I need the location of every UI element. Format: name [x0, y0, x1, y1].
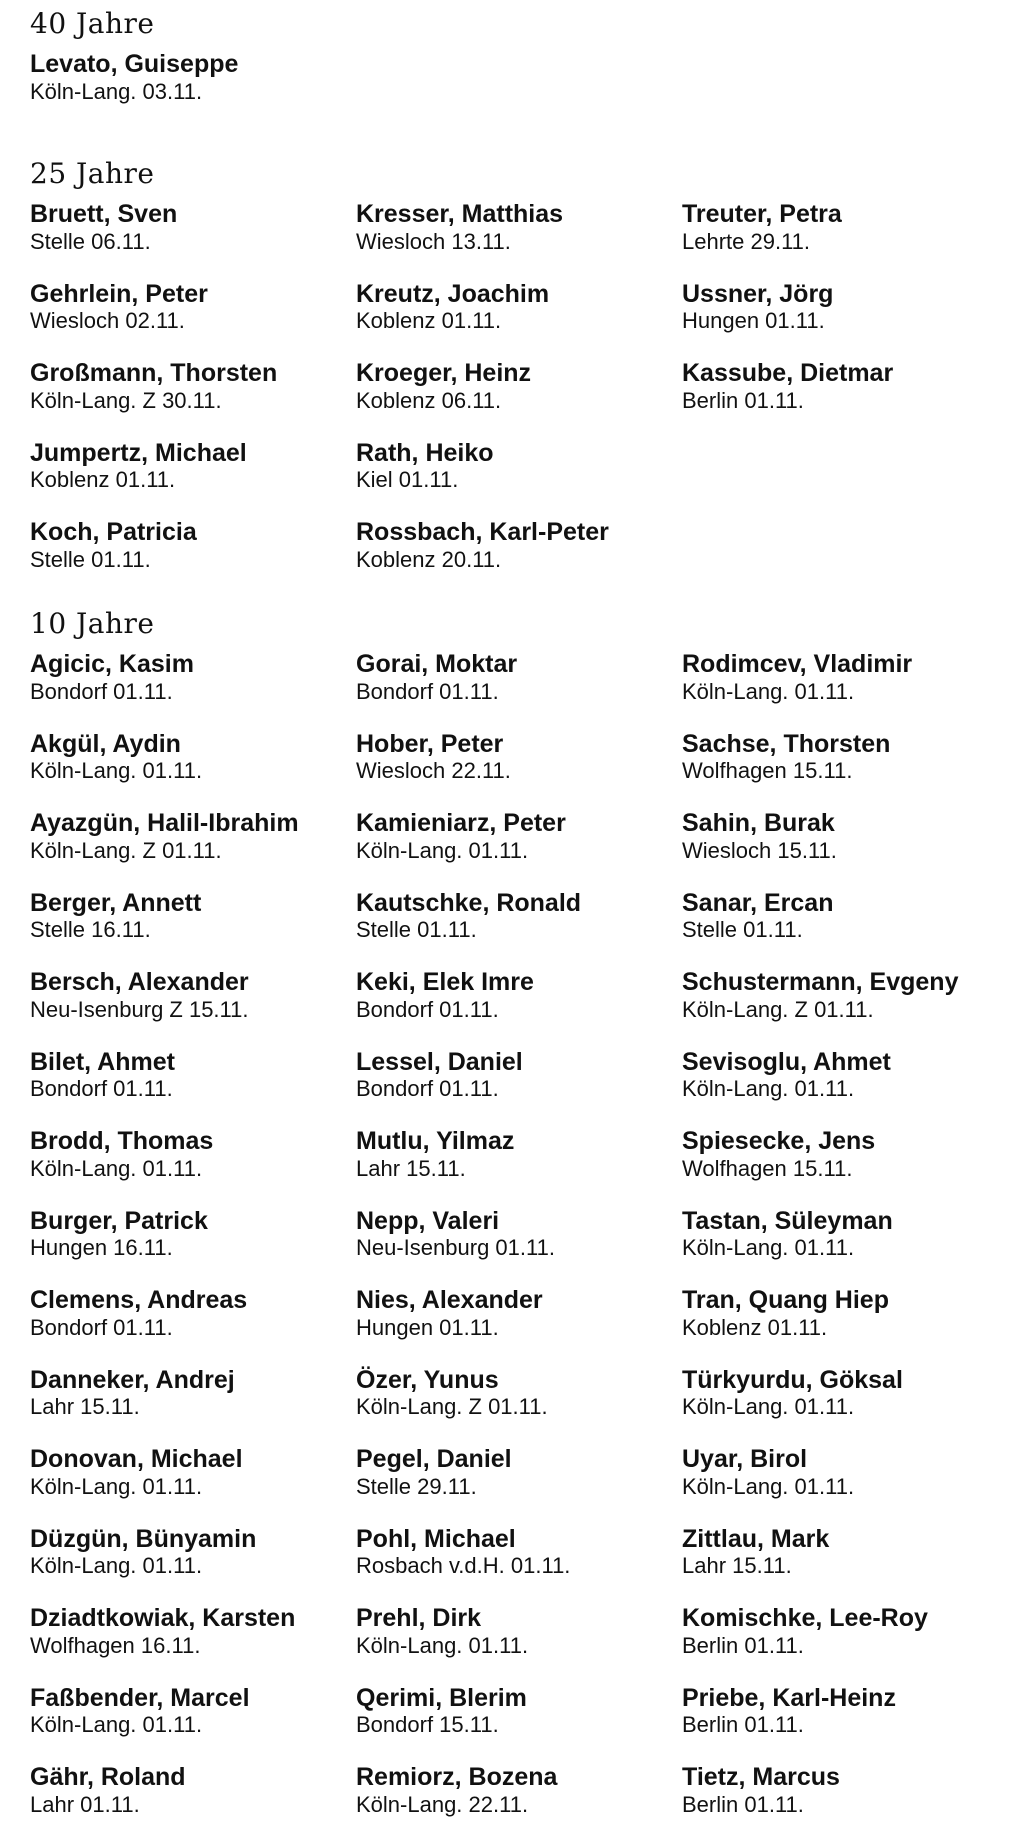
location-date: Lahr 15.11. [682, 1553, 792, 1579]
employee-name: Tran, Quang Hiep [682, 1286, 889, 1314]
jubilee-entry [356, 1286, 543, 1341]
location-date: Wiesloch 15.11. [682, 837, 837, 863]
jubilee-entry [356, 730, 511, 785]
location-date: Bondorf 01.11. [356, 1076, 499, 1102]
employee-name: Bruett, Sven [30, 200, 178, 228]
location-date: Stelle 29.11. [356, 1473, 477, 1499]
jubilee-entry [30, 280, 208, 335]
jubilee-entry [682, 1763, 840, 1818]
employee-name: Kamieniarz, Peter [356, 809, 566, 837]
jubilee-entry [682, 1366, 903, 1421]
jubilee-entry [30, 1763, 186, 1818]
jubilee-entry [356, 1604, 528, 1659]
location-date: Kiel 01.11. [356, 467, 459, 493]
employee-name: Priebe, Karl-Heinz [682, 1683, 896, 1712]
jubilee-entry [356, 280, 549, 335]
employee-name: Levato, Guiseppe [30, 50, 239, 78]
location-date: Neu-Isenburg Z 15.11. [30, 996, 249, 1022]
employee-name: Kroeger, Heinz [356, 359, 532, 387]
employee-name: Türkyurdu, Göksal [682, 1365, 903, 1394]
location-date: Wiesloch 13.11. [356, 228, 511, 254]
location-date: Koblenz 01.11. [356, 308, 502, 334]
jubilee-entry [682, 1525, 829, 1580]
employee-name: Hober, Peter [356, 729, 504, 758]
jubilee-entry [30, 730, 202, 785]
employee-name: Sanar, Ercan [682, 888, 834, 917]
location-date: Köln-Lang. Z 30.11. [30, 387, 222, 413]
location-date: Stelle 01.11. [682, 917, 803, 943]
employee-name: Komischke, Lee-Roy [682, 1604, 928, 1632]
jubilee-entry [682, 1048, 891, 1103]
location-date: Köln-Lang. 03.11. [30, 78, 203, 104]
location-date: Berlin 01.11. [682, 387, 804, 413]
employee-name: Prehl, Dirk [356, 1604, 482, 1632]
employee-name: Düzgün, Bünyamin [30, 1524, 257, 1553]
jubilee-entry [682, 1286, 889, 1341]
employee-name: Akgül, Aydin [30, 729, 181, 758]
employee-name: Bilet, Ahmet [30, 1047, 175, 1076]
jubilee-entry [30, 1366, 235, 1421]
location-date: Lahr 15.11. [356, 1155, 466, 1181]
employee-name: Danneker, Andrej [30, 1365, 235, 1394]
jubilee-entry [682, 730, 890, 785]
employee-name: Rath, Heiko [356, 438, 494, 467]
employee-name: Uyar, Birol [682, 1445, 808, 1473]
location-date: Köln-Lang. 01.11. [30, 1553, 203, 1579]
location-date: Hungen 01.11. [682, 308, 825, 334]
employee-name: Dziadtkowiak, Karsten [30, 1604, 296, 1632]
location-date: Bondorf 01.11. [30, 1314, 173, 1340]
employee-name: Bersch, Alexander [30, 968, 249, 996]
location-date: Köln-Lang. Z 01.11. [356, 1394, 548, 1420]
location-date: Lahr 15.11. [30, 1394, 140, 1420]
employee-name: Kreutz, Joachim [356, 279, 550, 308]
jubilee-entry [30, 650, 194, 705]
location-date: Köln-Lang. 01.11. [30, 758, 203, 784]
location-date: Köln-Lang. 01.11. [682, 1235, 855, 1261]
employee-name: Ayazgün, Halil-Ibrahim [30, 809, 299, 837]
jubilee-entry [356, 1048, 523, 1103]
location-date: Köln-Lang. 01.11. [30, 1473, 203, 1499]
jubilee-entry [682, 280, 833, 335]
location-date: Köln-Lang. 01.11. [30, 1155, 203, 1181]
section-40-jahre [30, 7, 990, 118]
employee-name: Sachse, Thorsten [682, 729, 891, 758]
location-date: Berlin 01.11. [682, 1791, 804, 1817]
employee-name: Donovan, Michael [30, 1445, 243, 1473]
jubilee-entry [682, 968, 958, 1023]
employee-name: Ussner, Jörg [682, 279, 834, 308]
section-title: 40 Jahre [30, 7, 155, 40]
employee-name: Sahin, Burak [682, 809, 835, 837]
jubilee-entry [682, 650, 912, 705]
employee-name: Tastan, Süleyman [682, 1206, 893, 1235]
location-date: Bondorf 01.11. [356, 996, 499, 1022]
location-date: Wiesloch 22.11. [356, 758, 511, 784]
location-date: Berlin 01.11. [682, 1712, 804, 1738]
employee-name: Remiorz, Bozena [356, 1763, 558, 1791]
location-date: Bondorf 01.11. [30, 678, 173, 704]
location-date: Köln-Lang. 01.11. [356, 837, 529, 863]
employee-name: Lessel, Daniel [356, 1047, 523, 1076]
entries-grid [30, 650, 990, 1843]
employee-name: Koch, Patricia [30, 518, 197, 546]
location-date: Lehrte 29.11. [682, 228, 811, 254]
employee-name: Gähr, Roland [30, 1763, 186, 1791]
location-date: Bondorf 01.11. [356, 678, 499, 704]
location-date: Koblenz 06.11. [356, 387, 502, 413]
jubilee-entry [356, 889, 581, 944]
location-date: Neu-Isenburg 01.11. [356, 1235, 555, 1261]
location-date: Wolfhagen 15.11. [682, 758, 853, 784]
jubilee-entry [356, 1445, 512, 1500]
location-date: Köln-Lang. 01.11. [682, 1076, 855, 1102]
location-date: Stelle 01.11. [356, 917, 477, 943]
employee-name: Burger, Patrick [30, 1206, 208, 1235]
employee-name: Großmann, Thorsten [30, 359, 278, 387]
employee-name: Nies, Alexander [356, 1286, 543, 1314]
jubilee-entry [356, 359, 531, 414]
jubilee-entry [682, 1604, 928, 1659]
jubilee-entry [356, 1525, 570, 1580]
jubilee-entry [682, 1684, 896, 1739]
jubilee-entry [356, 1366, 548, 1421]
jubilee-entry [682, 889, 833, 944]
employee-name: Spiesecke, Jens [682, 1127, 876, 1155]
jubilee-entry [682, 1127, 875, 1182]
jubilee-entry [30, 1127, 213, 1182]
jubilee-entry [682, 809, 837, 864]
jubilee-entry [356, 1684, 527, 1739]
location-date: Köln-Lang. 22.11. [356, 1791, 529, 1817]
jubilee-entry [30, 1286, 247, 1341]
jubilee-entry [30, 200, 177, 255]
jubilee-entry [30, 518, 197, 573]
location-date: Köln-Lang. 01.11. [682, 1394, 855, 1420]
employee-name: Brodd, Thomas [30, 1127, 214, 1155]
employee-name: Berger, Annett [30, 888, 202, 917]
jubilee-entry [30, 809, 299, 864]
employee-name: Zittlau, Mark [682, 1524, 830, 1553]
jubilee-entry [30, 1604, 295, 1659]
jubilee-entry [30, 889, 201, 944]
jubilee-entry [356, 650, 517, 705]
employee-name: Gorai, Moktar [356, 650, 518, 678]
location-date: Köln-Lang. 01.11. [356, 1632, 529, 1658]
section-title: 10 Jahre [30, 607, 155, 640]
jubilee-entry [356, 1207, 555, 1262]
employee-name: Kresser, Matthias [356, 200, 564, 228]
location-date: Hungen 01.11. [356, 1314, 499, 1340]
jubilee-entry [30, 1048, 175, 1103]
jubilee-entry [30, 359, 277, 414]
employee-name: Rossbach, Karl-Peter [356, 518, 609, 546]
location-date: Koblenz 01.11. [30, 467, 176, 493]
location-date: Wolfhagen 15.11. [682, 1155, 853, 1181]
location-date: Köln-Lang. Z 01.11. [682, 996, 874, 1022]
location-date: Köln-Lang. Z 01.11. [30, 837, 222, 863]
section-25-jahre [30, 157, 990, 586]
employee-name: Agicic, Kasim [30, 650, 194, 678]
jubilee-entry [30, 1525, 256, 1580]
employee-name: Tietz, Marcus [682, 1763, 840, 1791]
entries-grid [30, 200, 990, 598]
employee-name: Treuter, Petra [682, 200, 842, 228]
jubilee-entry [30, 1684, 250, 1739]
location-date: Koblenz 20.11. [356, 546, 502, 572]
location-date: Wiesloch 02.11. [30, 308, 185, 334]
jubilee-entry [30, 1207, 208, 1262]
location-date: Koblenz 01.11. [682, 1314, 828, 1340]
jubilee-entry [356, 518, 609, 573]
jubilee-entry [682, 1445, 854, 1500]
location-date: Stelle 06.11. [30, 228, 151, 254]
employee-name: Schustermann, Evgeny [682, 968, 959, 996]
section-10-jahre [30, 607, 990, 1831]
location-date: Wolfhagen 16.11. [30, 1632, 201, 1658]
jubilee-entry [682, 359, 893, 414]
employee-name: Jumpertz, Michael [30, 438, 247, 467]
location-date: Köln-Lang. 01.11. [682, 1473, 855, 1499]
jubilee-entry [356, 1763, 557, 1818]
employee-name: Pohl, Michael [356, 1524, 516, 1553]
employee-name: Kassube, Dietmar [682, 359, 894, 387]
location-date: Stelle 16.11. [30, 917, 151, 943]
location-date: Bondorf 01.11. [30, 1076, 173, 1102]
employee-name: Qerimi, Blerim [356, 1683, 527, 1712]
section-title: 25 Jahre [30, 157, 155, 190]
employee-name: Nepp, Valeri [356, 1206, 500, 1235]
location-date: Köln-Lang. 01.11. [30, 1712, 203, 1738]
jubilee-entry [30, 1445, 243, 1500]
location-date: Hungen 16.11. [30, 1235, 173, 1261]
employee-name: Sevisoglu, Ahmet [682, 1047, 891, 1076]
jubilee-entry [356, 968, 534, 1023]
jubilee-entry [356, 809, 566, 864]
location-date: Berlin 01.11. [682, 1632, 804, 1658]
location-date: Bondorf 15.11. [356, 1712, 499, 1738]
employee-name: Mutlu, Yilmaz [356, 1127, 515, 1155]
jubilee-entry [30, 50, 238, 105]
employee-name: Pegel, Daniel [356, 1445, 512, 1473]
employee-name: Rodimcev, Vladimir [682, 650, 913, 678]
jubilee-entry [30, 968, 249, 1023]
jubilee-entry [682, 200, 842, 255]
location-date: Rosbach v.d.H. 01.11. [356, 1553, 571, 1579]
location-date: Köln-Lang. 01.11. [682, 678, 855, 704]
jubilee-entry [682, 1207, 893, 1262]
employee-name: Faßbender, Marcel [30, 1683, 250, 1712]
location-date: Lahr 01.11. [30, 1791, 140, 1817]
location-date: Stelle 01.11. [30, 546, 151, 572]
employee-name: Gehrlein, Peter [30, 279, 208, 308]
employee-name: Kautschke, Ronald [356, 888, 582, 917]
jubilee-entry [30, 439, 247, 494]
employee-name: Özer, Yunus [356, 1365, 499, 1394]
jubilee-entry [356, 439, 494, 494]
jubilee-entry [356, 200, 563, 255]
employee-name: Clemens, Andreas [30, 1286, 248, 1314]
employee-name: Keki, Elek Imre [356, 968, 534, 996]
jubilee-entry [356, 1127, 514, 1182]
entries-grid [30, 50, 990, 130]
